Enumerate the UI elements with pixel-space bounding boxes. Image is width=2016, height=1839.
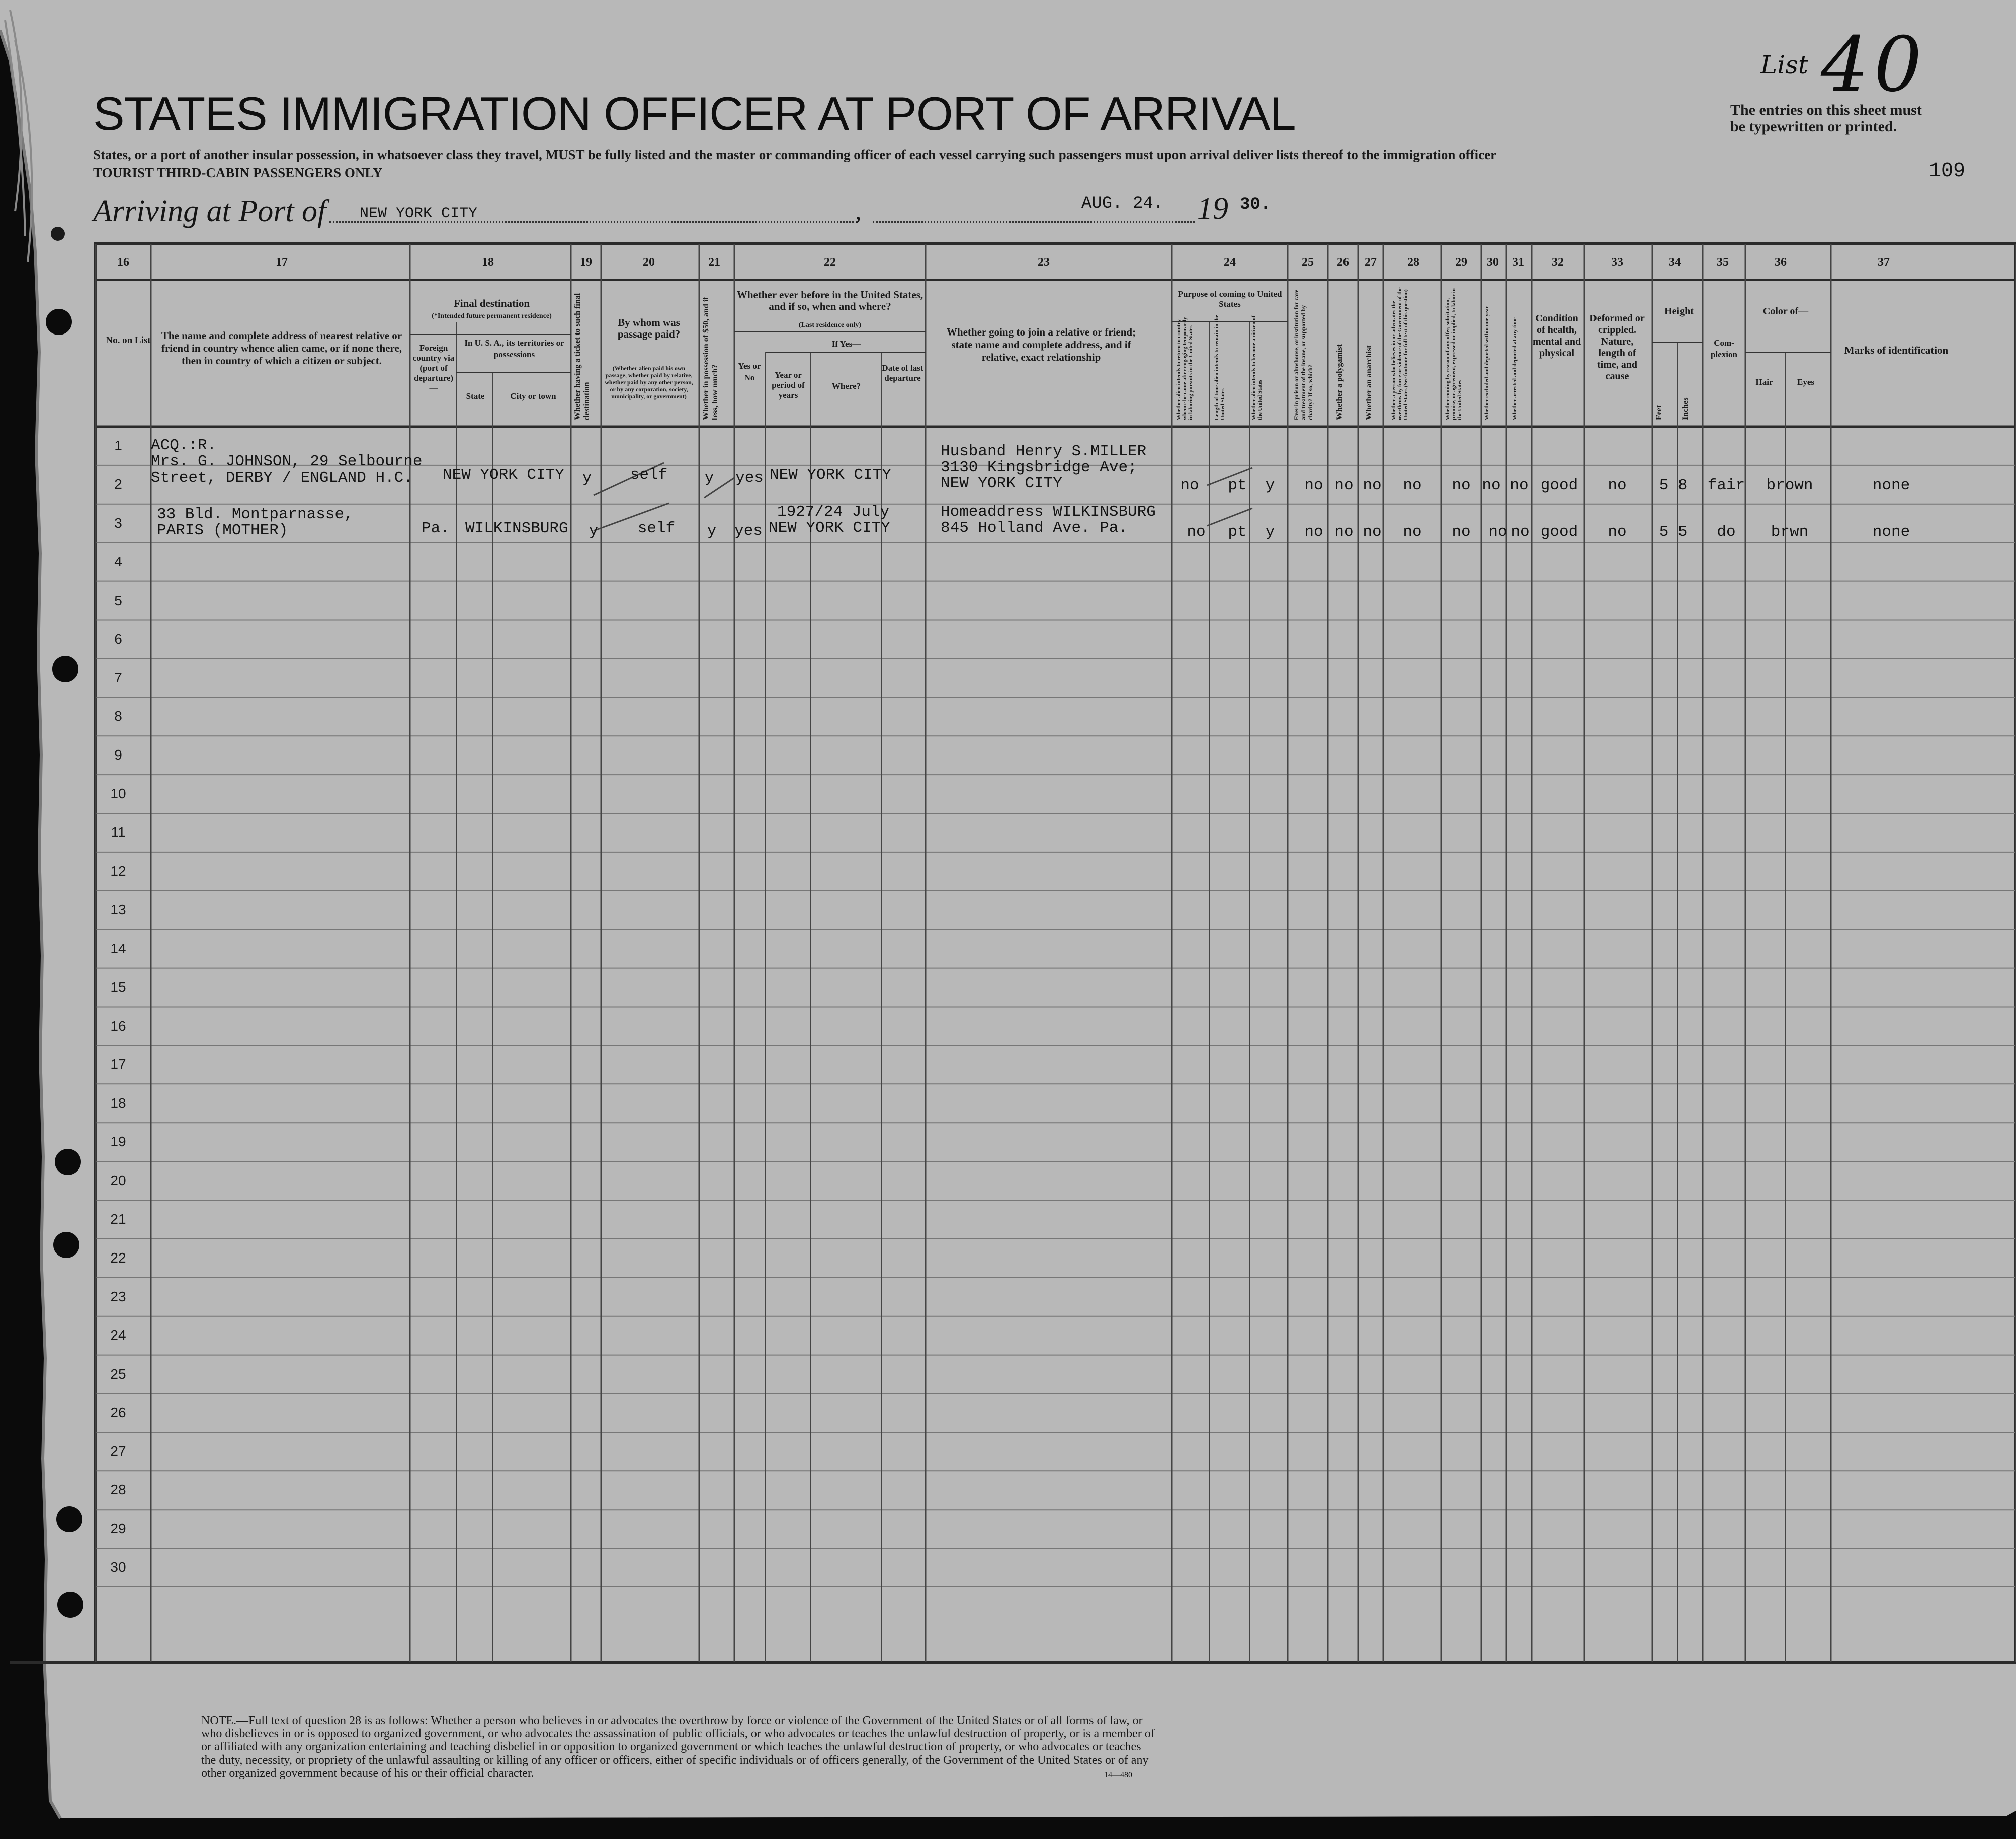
column-number: 17 [276, 256, 288, 269]
hair-eyes-color: brwn [1771, 523, 1809, 541]
anarchist: no [1363, 477, 1382, 494]
join-relative-line1: Homeaddress WILKINSBURG [941, 503, 1156, 521]
column-number: 32 [1552, 256, 1564, 269]
page-title: STATES IMMIGRATION OFFICER AT PORT OF ARRIVAL [93, 87, 1296, 140]
purpose-return: no [1180, 477, 1199, 494]
destination-city: WILKINSBURG [465, 520, 568, 537]
header-year-period: Year or period of years [772, 370, 805, 400]
row-number: 18 [110, 1095, 126, 1111]
header-prison: Ever in prison or almshouse, or institution for care and treatment of the insane, or supported by charity? If so, which? [1293, 289, 1314, 420]
column-number: 35 [1717, 256, 1729, 269]
health: good [1540, 477, 1578, 494]
comma: , [855, 197, 862, 225]
year-suffix: 30. [1240, 195, 1271, 214]
date-line [873, 221, 1195, 223]
purpose-citizen: y [1265, 477, 1275, 494]
anarchist: no [1363, 523, 1382, 541]
row-number: 4 [114, 553, 122, 569]
header-join-relative: Whether going to join a relative or friend; state name and complete address, and if relative, exact relationship [946, 326, 1136, 363]
column-number: 20 [643, 256, 655, 269]
fifty-dollars: y [707, 522, 717, 540]
passage-paid-by: self [630, 466, 668, 484]
form-number: 14—480 [1104, 1771, 1132, 1779]
row-number: 17 [110, 1056, 126, 1072]
column-number: 21 [708, 256, 720, 269]
prison: no [1304, 477, 1323, 494]
row-number: 1 [114, 438, 122, 453]
fifty-dollars: y [704, 469, 714, 487]
arriving-label: Arriving at Port of [93, 194, 326, 228]
year-prefix: 19 [1197, 192, 1228, 226]
relative-address-line1: Mrs. G. JOHNSON, 29 Selbourne [151, 453, 423, 470]
header-feet: Feet [1655, 405, 1663, 420]
punch-hole [46, 309, 72, 335]
row-number: 14 [110, 940, 126, 956]
ever-before-yes-no: yes [735, 469, 764, 487]
complexion: do [1717, 523, 1736, 541]
header-final-destination: Final destination [453, 297, 530, 309]
header-relative-address: The name and complete address of nearest relative or friend in country whence alien came, or if none there, then in country of which a citizen or subject. [161, 329, 402, 367]
purpose-length: pt [1228, 477, 1247, 494]
header-no-on-list: No. on List [106, 335, 151, 346]
ticket: y [589, 522, 599, 540]
passage-paid-by: self [637, 520, 676, 537]
header-passage-paid: By whom was passage paid? [617, 316, 681, 340]
column-number: 26 [1337, 256, 1349, 269]
ever-before-where: NEW YORK CITY [770, 466, 891, 484]
relative-address-line2: PARIS (MOTHER) [157, 522, 288, 539]
header-fifty-dollars: Whether in possession of $50, and if less, how much? [702, 297, 719, 420]
header-polygamist: Whether a polygamist [1335, 344, 1344, 420]
row-number: 8 [114, 708, 122, 724]
row-number: 10 [110, 786, 126, 802]
complexion: fair [1707, 477, 1745, 494]
row-number: 19 [110, 1134, 126, 1150]
deformed: no [1608, 477, 1627, 494]
header-purpose: Purpose of coming to United States [1178, 289, 1282, 309]
header-purpose-citizen: Whether alien intends to become a citizen of the United States [1251, 315, 1263, 420]
header-health: Condition of health, mental and physical [1532, 313, 1581, 359]
row-number: 3 [114, 515, 122, 531]
header-date-last-departure: Date of last departure [882, 363, 923, 383]
list-label: List [1760, 50, 1808, 79]
header-complexion: Com-plexion [1711, 338, 1737, 359]
row-number: 9 [114, 747, 122, 763]
prison: no [1304, 523, 1323, 541]
column-number: 18 [482, 256, 494, 269]
header-purpose-length: Length of time alien intends to remain in the United States [1214, 315, 1226, 420]
height-inches: 8 [1677, 477, 1688, 494]
list-number: 40 [1821, 21, 1927, 109]
ticket: y [582, 469, 592, 487]
header-deported: Whether arrested and deported at any time [1511, 317, 1518, 420]
join-relative-line2: 845 Holland Ave. Pa. [941, 519, 1128, 537]
punch-hole [53, 1232, 79, 1258]
footnote: NOTE.—Full text of question 28 is as follows: Whether a person who believes in or advocates the overthrow by force or violence of the Government of the United States or of all forms of law, or who disbelieves in or is opposed to organized government, or who advocates the assassination of public officials, or who advocates or teaches the unlawful destruction of property, or is a member of or affiliated with any organization entertaining and teaching disbelief in or opposition to organized government or which teaches the unlawful destruction of property, or who advocates or teaches the duty, necessity, or propriety of the unlawful assaulting or killing of any officer or officers, either of specific individuals or of officers generally, of the Government of the United States or of any other organized government because of his or their official character. [201, 1714, 1155, 1780]
column-number: 28 [1407, 256, 1419, 269]
typewritten-notice-line1: The entries on this sheet must [1730, 102, 1922, 118]
punch-hole [51, 227, 65, 241]
height-feet: 5 [1659, 523, 1669, 541]
excluded: no [1488, 523, 1507, 541]
excluded: no [1482, 477, 1501, 494]
header-hair: Hair [1755, 377, 1773, 387]
ever-before-yes-no: yes [734, 522, 763, 540]
arrival-date: AUG. 24. [1081, 194, 1164, 213]
header-eyes: Eyes [1797, 377, 1814, 387]
row-number: 26 [110, 1404, 126, 1420]
column-number: 34 [1669, 256, 1681, 269]
column-number: 33 [1611, 256, 1623, 269]
relative-address-line2: Street, DERBY / ENGLAND H.C. [151, 469, 413, 487]
row-number: 30 [110, 1559, 126, 1575]
row-number: 22 [110, 1249, 126, 1266]
header-inches: Inches [1681, 397, 1690, 420]
row-number: 29 [110, 1521, 126, 1537]
column-number: 27 [1365, 256, 1377, 269]
header-ever-before: Whether ever before in the United States, and if so, when and where? [736, 289, 923, 312]
join-relative-line3: NEW YORK CITY [941, 475, 1062, 492]
height-feet: 5 [1659, 477, 1669, 494]
deformed: no [1608, 523, 1627, 541]
ever-before-year: 1927/24 July [777, 503, 890, 521]
row-number: 23 [110, 1288, 126, 1304]
acq-note: ACQ.:R. [151, 437, 217, 454]
hair-eyes-color: brown [1766, 477, 1813, 494]
header-final-destination-note: (*Intended future permanent residence) [432, 312, 552, 320]
row-number: 21 [110, 1211, 126, 1227]
row-number: 25 [110, 1366, 126, 1382]
header-labor-offer: Whether coming by reason of any offer, solicitation, promise, or agreement, expressed or implied, to labor in the United States [1445, 288, 1463, 420]
header-passage-paid-note: (Whether alien paid his own passage, whether paid by relative, whether paid by any other person, or by any corporation, society, municipality, or government) [605, 365, 693, 400]
header-yes-no: Yes or No [738, 361, 761, 382]
column-number: 19 [580, 256, 592, 269]
overthrow: no [1403, 523, 1422, 541]
purpose-length: pt [1228, 523, 1247, 541]
deported: no [1509, 477, 1529, 494]
labor-offer: no [1452, 523, 1471, 541]
column-number: 16 [117, 256, 129, 269]
row-number: 24 [110, 1327, 126, 1343]
header-where: Where? [831, 381, 861, 391]
header-state: State [466, 391, 485, 401]
marks-identification: none [1872, 477, 1910, 494]
column-number: 23 [1038, 256, 1050, 269]
header-ever-before-note: (Last residence only) [798, 321, 862, 329]
punch-hole [55, 1149, 81, 1175]
row-number: 20 [110, 1173, 126, 1189]
header-purpose-return: Whether alien intends to return to country whence he came after engaging temporarily in laboring pursuits in the United States [1175, 317, 1194, 420]
purpose-citizen: y [1265, 523, 1275, 541]
header-overthrow: Whether a person who believes in or advocates the overthrow by force or violence of the Government of the United States (See footnote for full text of this question) [1391, 287, 1409, 420]
row-number: 28 [110, 1482, 126, 1498]
header-foreign-country: Foreign country via (port of departure)— [412, 343, 455, 393]
column-number: 37 [1878, 256, 1890, 269]
header-deformed: Deformed or crippled. Nature, length of time, and cause [1589, 313, 1645, 382]
height-inches: 5 [1677, 523, 1688, 541]
typewritten-notice-line2: be typewritten or printed. [1730, 118, 1897, 135]
row-number: 27 [110, 1443, 126, 1459]
row-number: 7 [114, 670, 122, 686]
header-if-yes: If Yes— [831, 339, 861, 349]
intro-text: States, or a port of another insular possession, in whatsoever class they travel, MUST be fully listed and the master or commanding officer of each vessel carrying such passengers must upon arrival deliver lists thereof to the immigration officer [93, 147, 1497, 162]
polygamist: no [1334, 523, 1354, 541]
labor-offer: no [1452, 477, 1471, 494]
header-in-usa: In U. S. A., its territories or possessions [464, 338, 564, 359]
row-number: 5 [114, 592, 122, 608]
header-color-of: Color of— [1762, 306, 1809, 317]
row-number: 11 [111, 824, 126, 840]
destination-state: Pa. [422, 520, 450, 537]
column-number: 22 [824, 256, 836, 269]
row-number: 15 [110, 979, 126, 995]
header-marks: Marks of identification [1844, 344, 1949, 356]
column-number: 24 [1224, 256, 1236, 269]
punch-hole [52, 656, 78, 682]
header-anarchist: Whether an anarchist [1365, 345, 1373, 420]
row-number: 12 [110, 863, 126, 879]
deported: no [1510, 523, 1530, 541]
page-number: 109 [1929, 160, 1966, 183]
header-height: Height [1664, 306, 1694, 317]
overthrow: no [1403, 477, 1422, 494]
polygamist: no [1334, 477, 1354, 494]
column-number: 25 [1302, 256, 1314, 269]
column-number: 36 [1775, 256, 1787, 269]
purpose-return: no [1187, 523, 1206, 541]
row-number: 16 [110, 1018, 126, 1034]
class-text: TOURIST THIRD-CABIN PASSENGERS ONLY [93, 165, 383, 180]
punch-hole [57, 1592, 83, 1618]
ever-before-where: NEW YORK CITY [769, 519, 890, 537]
column-number: 31 [1512, 256, 1524, 269]
header-excluded: Whether excluded and deported within one year [1484, 306, 1490, 420]
row-number: 2 [114, 476, 122, 492]
port-name: NEW YORK CITY [360, 205, 478, 222]
column-number: 30 [1487, 256, 1499, 269]
destination-city: NEW YORK CITY [443, 466, 564, 484]
relative-address-line1: 33 Bld. Montparnasse, [157, 506, 354, 523]
header-ticket: Whether having a ticket to such final destination [573, 293, 591, 420]
join-relative-line1: Husband Henry S.MILLER [941, 443, 1147, 460]
row-number: 13 [110, 901, 126, 917]
header-city: City or town [510, 391, 556, 401]
punch-hole [56, 1506, 82, 1532]
marks-identification: none [1872, 523, 1910, 541]
join-relative-line2: 3130 Kingsbridge Ave; [941, 459, 1137, 476]
health: good [1540, 523, 1578, 541]
row-number: 6 [114, 631, 122, 647]
column-number: 29 [1455, 256, 1467, 269]
